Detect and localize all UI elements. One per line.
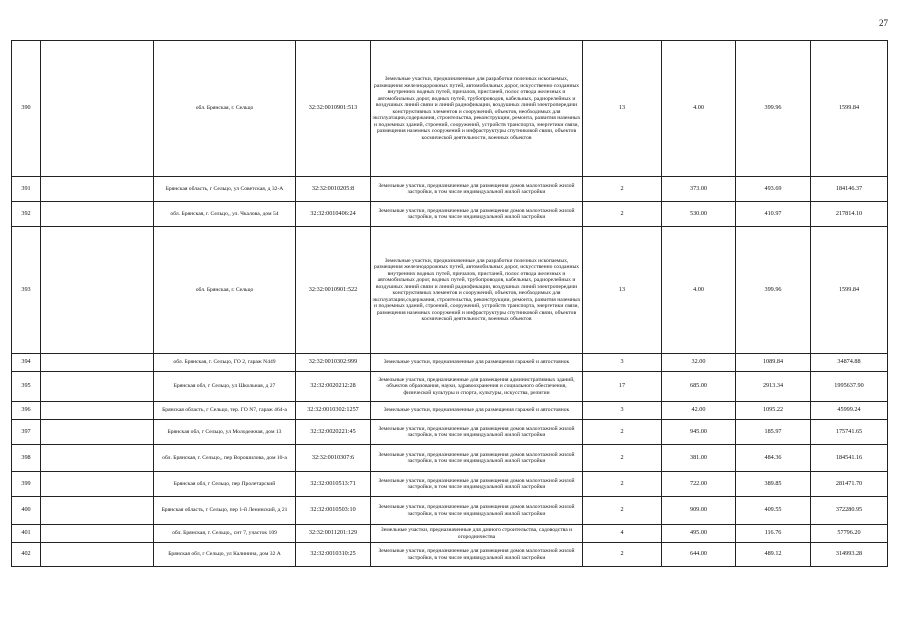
row-number: 396 [12, 402, 41, 420]
row-number: 401 [12, 525, 41, 543]
page-number: 27 [879, 18, 888, 28]
cadastral-number-cell: 32:32:0010406:24 [296, 202, 371, 227]
cadastral-value-cell: 281471.70 [811, 472, 888, 497]
purpose-cell: Земельные участки, предназначенные для размещения домов малоэтажной жилой застройки, в том числе индивидуальной жилой застройки [371, 420, 583, 445]
cadastral-number-cell: 32:32:0020212:28 [296, 372, 371, 402]
cadastral-number-cell: 32:32:0010310:25 [296, 543, 371, 567]
rate-cell: 409.55 [736, 497, 811, 525]
table-row [12, 177, 888, 202]
purpose-cell: Земельные участки, предназначенные для размещения административных зданий, объектов образования, науки, здравоохранения и социального обеспечения, физической культуры и спорта, культуры, искусства, религии [371, 372, 583, 402]
row-number: 398 [12, 445, 41, 472]
area-cell: 909.00 [662, 497, 736, 525]
purpose-cell: Земельные участки, предназначенные для размещения домов малоэтажной жилой застройки, в том числе индивидуальной жилой застройки [371, 202, 583, 227]
purpose-cell: Земельные участки, предназначенные для размещения домов малоэтажной жилой застройки, в том числе индивидуальной жилой застройки [371, 177, 583, 202]
blank-cell [41, 525, 154, 543]
group-number-cell: 13 [583, 41, 662, 177]
cadastral-value-cell: 372280.95 [811, 497, 888, 525]
blank-cell [41, 202, 154, 227]
rate-cell: 399.96 [736, 41, 811, 177]
address-cell: обл. Брянская, г. Сельцо,, пер Ворошилова, дом 10-а [154, 445, 296, 472]
cadastral-value-cell: 184146.37 [811, 177, 888, 202]
address-cell: обл. Брянская, г. Сельцо,, снт 7, участок 109 [154, 525, 296, 543]
cadastral-value-cell: 1995637.90 [811, 372, 888, 402]
blank-cell [41, 543, 154, 567]
area-cell: 685.00 [662, 372, 736, 402]
area-cell: 42.00 [662, 402, 736, 420]
rate-cell: 489.12 [736, 543, 811, 567]
row-number: 399 [12, 472, 41, 497]
cadastral-value-cell: 175741.65 [811, 420, 888, 445]
address-cell: Брянская обл, г Сельцо, ул Калинина, дом 32 А [154, 543, 296, 567]
group-number-cell: 2 [583, 543, 662, 567]
purpose-cell: Земельные участки, предназначенные для размещения гаражей и автостоянок [371, 354, 583, 372]
cadastral-number-cell: 32:32:0010901:513 [296, 41, 371, 177]
purpose-cell: Земельные участки, предназначенные для размещения домов малоэтажной жилой застройки, в том числе индивидуальной жилой застройки [371, 472, 583, 497]
blank-cell [41, 227, 154, 354]
table-row [12, 202, 888, 227]
table-row [12, 41, 888, 177]
blank-cell [41, 420, 154, 445]
cadastral-number-cell: 32:32:0010503:10 [296, 497, 371, 525]
group-number-cell: 2 [583, 497, 662, 525]
cadastral-value-cell: 1599.84 [811, 227, 888, 354]
blank-cell [41, 472, 154, 497]
address-cell: Брянская область, г Сельцо, ул Советская, д 32-А [154, 177, 296, 202]
area-cell: 495.00 [662, 525, 736, 543]
rate-cell: 185.97 [736, 420, 811, 445]
group-number-cell: 17 [583, 372, 662, 402]
area-cell: 530.00 [662, 202, 736, 227]
blank-cell [41, 497, 154, 525]
row-number: 392 [12, 202, 41, 227]
cadastral-number-cell: 32:32:0010901:522 [296, 227, 371, 354]
group-number-cell: 2 [583, 445, 662, 472]
row-number: 395 [12, 372, 41, 402]
group-number-cell: 3 [583, 402, 662, 420]
group-number-cell: 3 [583, 354, 662, 372]
purpose-cell: Земельные участки, предназначенные для размещения домов малоэтажной жилой застройки, в том числе индивидуальной жилой застройки [371, 445, 583, 472]
table-row [12, 525, 888, 543]
address-cell: Брянская обл, г Сельцо, ул Школьная, д 27 [154, 372, 296, 402]
blank-cell [41, 372, 154, 402]
table-row [12, 227, 888, 354]
row-number: 394 [12, 354, 41, 372]
blank-cell [41, 402, 154, 420]
purpose-cell: Земельные участки, предназначенные для разработки полезных ископаемых, размещения железнодорожных путей, автомобильных дорог, искусственно созданных внутренних водных путей, причалов, пристаней, полос отвода железных и автомобильных дорог, водных путей, трубопроводов, кабельных, радиорелейных и воздушных линий связи и линий радиофикации, воздушных линий электропередачи конструктивных элементов и сооружений, объектов, необходимых для эксплуатации,содержания, строительства, реконструкции, ремонта, развития наземных и подземных зданий, строений, сооружений, устройств транспорта, энергетики связи, размещения наземных сооружений и инфраструктуры спутниковой связи, объектов космической деятельности, военных объектов [371, 227, 583, 354]
rate-cell: 2913.34 [736, 372, 811, 402]
address-cell: Брянская обл, г Сельцо, ул Молодежная, дом 13 [154, 420, 296, 445]
cadastral-number-cell: 32:32:0010307:6 [296, 445, 371, 472]
table-row [12, 372, 888, 402]
cadastral-value-cell: 57796.20 [811, 525, 888, 543]
address-cell: Брянская область, г Сельцо, тер. ГО N7, гараж 464-а [154, 402, 296, 420]
land-plots-table [11, 40, 888, 567]
cadastral-number-cell: 32:32:0010302:999 [296, 354, 371, 372]
cadastral-number-cell: 32:32:0020221:45 [296, 420, 371, 445]
address-cell: обл. Брянская, г. Сельцо [154, 41, 296, 177]
purpose-cell: Земельные участки, предназначенные для размещения домов малоэтажной жилой застройки, в том числе индивидуальной жилой застройки [371, 543, 583, 567]
rate-cell: 484.36 [736, 445, 811, 472]
row-number: 400 [12, 497, 41, 525]
cadastral-value-cell: 1599.84 [811, 41, 888, 177]
group-number-cell: 2 [583, 472, 662, 497]
group-number-cell: 4 [583, 525, 662, 543]
cadastral-value-cell: 184541.16 [811, 445, 888, 472]
cadastral-value-cell: 45999.24 [811, 402, 888, 420]
row-number: 393 [12, 227, 41, 354]
group-number-cell: 2 [583, 202, 662, 227]
table-row [12, 472, 888, 497]
table-row [12, 543, 888, 567]
purpose-cell: Земельные участки, предназначенные для разработки полезных ископаемых, размещения железнодорожных путей, автомобильных дорог, искусственно созданных внутренних водных путей, причалов, пристаней, полос отвода железных и автомобильных дорог, водных путей, трубопроводов, кабельных, радиорелейных и воздушных линий связи и линий радиофикации, воздушных линий электропередачи конструктивных элементов и сооружений, объектов, необходимых для эксплуатации,содержания, строительства, реконструкции, ремонта, развития наземных и подземных зданий, строений, сооружений, устройств транспорта, энергетики связи, размещения наземных сооружений и инфраструктуры спутниковой связи, объектов космической деятельности, военных объектов [371, 41, 583, 177]
address-cell: обл. Брянская, г. Сельцо, ГО 2, гараж N449 [154, 354, 296, 372]
area-cell: 32.00 [662, 354, 736, 372]
table-row [12, 354, 888, 372]
area-cell: 644.00 [662, 543, 736, 567]
area-cell: 722.00 [662, 472, 736, 497]
rate-cell: 399.96 [736, 227, 811, 354]
rate-cell: 1089.84 [736, 354, 811, 372]
group-number-cell: 2 [583, 177, 662, 202]
cadastral-value-cell: 314993.28 [811, 543, 888, 567]
row-number: 402 [12, 543, 41, 567]
group-number-cell: 13 [583, 227, 662, 354]
cadastral-number-cell: 32:32:0011201:129 [296, 525, 371, 543]
purpose-cell: Земельные участки, предназначенные для размещения гаражей и автостоянок [371, 402, 583, 420]
table-row [12, 402, 888, 420]
address-cell: обл. Брянская, г. Сельцо [154, 227, 296, 354]
rate-cell: 1095.22 [736, 402, 811, 420]
table-row [12, 497, 888, 525]
address-cell: Брянская область, г Сельцо, пер 1-й Ленинский, д 21 [154, 497, 296, 525]
area-cell: 373.00 [662, 177, 736, 202]
row-number: 390 [12, 41, 41, 177]
cadastral-number-cell: 32:32:0010205:8 [296, 177, 371, 202]
table-body [12, 41, 888, 567]
blank-cell [41, 354, 154, 372]
cadastral-value-cell: 34874.88 [811, 354, 888, 372]
address-cell: обл. Брянская, г. Сельцо,, ул. Чкалова, дом 54 [154, 202, 296, 227]
row-number: 397 [12, 420, 41, 445]
cadastral-value-cell: 217814.10 [811, 202, 888, 227]
area-cell: 4.00 [662, 227, 736, 354]
blank-cell [41, 41, 154, 177]
area-cell: 381.00 [662, 445, 736, 472]
cadastral-number-cell: 32:32:0010513:71 [296, 472, 371, 497]
rate-cell: 116.76 [736, 525, 811, 543]
blank-cell [41, 177, 154, 202]
area-cell: 4.00 [662, 41, 736, 177]
blank-cell [41, 445, 154, 472]
table-row [12, 445, 888, 472]
rate-cell: 493.69 [736, 177, 811, 202]
table-row [12, 420, 888, 445]
row-number: 391 [12, 177, 41, 202]
purpose-cell: Земельные участки, предназначенные для размещения домов малоэтажной жилой застройки, в том числе индивидуальной жилой застройки [371, 497, 583, 525]
area-cell: 945.00 [662, 420, 736, 445]
rate-cell: 389.85 [736, 472, 811, 497]
group-number-cell: 2 [583, 420, 662, 445]
address-cell: Брянская обл, г Сельцо, пер Пролетарский [154, 472, 296, 497]
cadastral-number-cell: 32:32:0010302:1257 [296, 402, 371, 420]
rate-cell: 410.97 [736, 202, 811, 227]
purpose-cell: Земельные участки, предназначенные для дачного строительства, садоводства и огородничества [371, 525, 583, 543]
